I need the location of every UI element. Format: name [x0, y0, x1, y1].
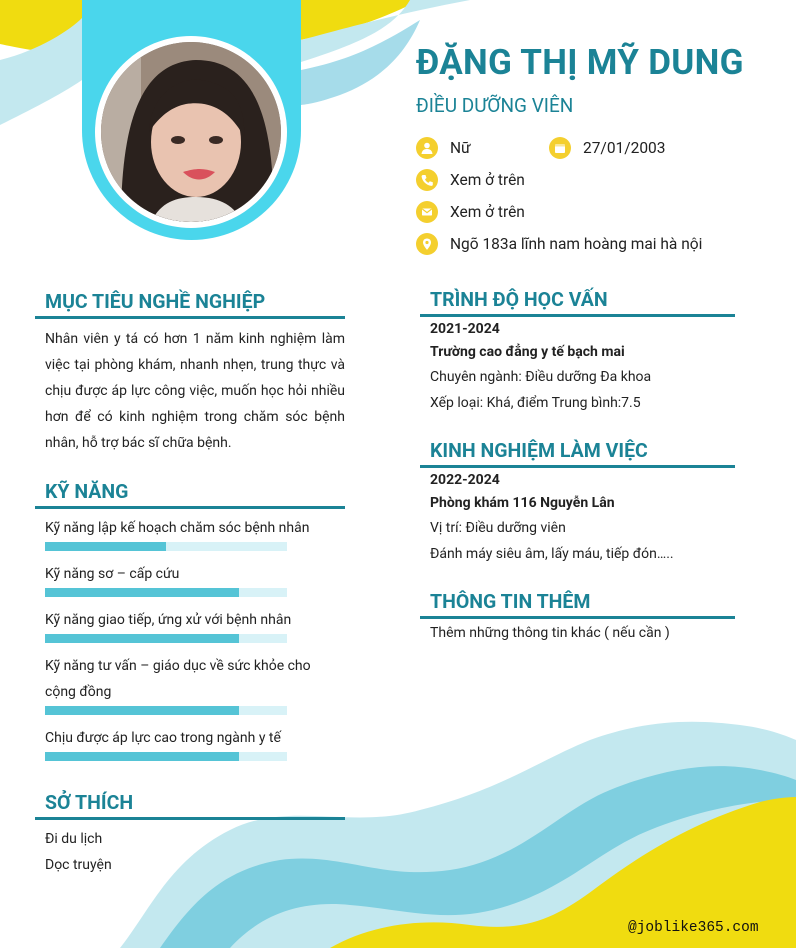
skills-divider [35, 506, 345, 509]
contact-birthday [549, 137, 665, 159]
gender-value: Nữ [450, 139, 471, 157]
phone-value: Xem ở trên [450, 171, 525, 189]
education-major: Chuyên ngành: Điều dưỡng Đa khoa [430, 369, 652, 385]
contact-phone [416, 169, 525, 191]
skill-label: Kỹ năng sơ – cấp cứu [45, 566, 180, 582]
mail-icon [416, 201, 438, 223]
skill-bar [45, 752, 287, 761]
skill-bar-fill [45, 706, 239, 715]
skill-bar [45, 634, 287, 643]
address-value: Ngõ 183a lĩnh nam hoàng mai hà nội [450, 235, 703, 253]
education-period: 2021-2024 [430, 321, 500, 337]
education-grade: Xếp loại: Khá, điểm Trung bình:7.5 [430, 395, 641, 411]
experience-title: KINH NGHIỆM LÀM VIỆC [430, 439, 648, 462]
experience-company: Phòng khám 116 Nguyễn Lân [430, 495, 615, 511]
skill-label: Chịu được áp lực cao trong ngành y tế [45, 730, 281, 746]
extra-title: THÔNG TIN THÊM [430, 590, 591, 613]
education-title: TRÌNH ĐỘ HỌC VẤN [430, 288, 608, 311]
education-divider [420, 314, 735, 317]
education-school: Trường cao đẳng y tế bạch mai [430, 344, 625, 360]
experience-period: 2022-2024 [430, 472, 500, 488]
skill-bar [45, 706, 287, 715]
experience-tasks: Đánh máy siêu âm, lấy máu, tiếp đón….. [430, 546, 674, 562]
experience-divider [420, 465, 735, 468]
skills-title: KỸ NĂNG [45, 480, 129, 503]
hobby-item: Đi du lịch [45, 831, 103, 847]
objective-title: MỤC TIÊU NGHỀ NGHIỆP [45, 290, 266, 313]
skill-bar [45, 588, 287, 597]
skill-label: Kỹ năng tư vấn – giáo dục về sức khỏe cho cộng đồng [45, 658, 311, 700]
contact-address [416, 233, 702, 255]
skill-bar-fill [45, 588, 239, 597]
skill-bar-fill [45, 634, 239, 643]
hobby-item: Dọc truyện [45, 857, 112, 873]
contact-gender [416, 137, 471, 159]
skill-bar-fill [45, 752, 239, 761]
extra-text: Thêm những thông tin khác ( nếu cần ) [430, 625, 670, 641]
skill-bar [45, 542, 287, 551]
calendar-icon [549, 137, 571, 159]
watermark-handle: @joblike365.com [628, 920, 759, 936]
candidate-name: ĐẶNG THỊ MỸ DUNG [416, 42, 744, 83]
location-pin-icon [416, 233, 438, 255]
skill-bar-fill [45, 542, 166, 551]
objective-text: Nhân viên y tá có hơn 1 năm kinh nghiệm làm việc tại phòng khám, nhanh nhẹn, trung thực và chịu được áp lực công việc, muốn học hỏi nhiều hơn để có kinh nghiệm trong chăm sóc bệnh nhân, hỗ trợ bác sĩ chữa bệnh. [45, 331, 345, 451]
birthday-value: 27/01/2003 [583, 139, 666, 157]
hobbies-title: SỞ THÍCH [45, 791, 134, 814]
profile-photo [101, 42, 281, 222]
skill-label: Kỹ năng lập kế hoạch chăm sóc bệnh nhân [45, 520, 310, 536]
extra-divider [420, 616, 735, 619]
phone-icon [416, 169, 438, 191]
skill-label: Kỹ năng giao tiếp, ứng xử với bệnh nhân [45, 612, 292, 628]
email-value: Xem ở trên [450, 203, 525, 221]
experience-position: Vị trí: Điều dưỡng viên [430, 520, 566, 536]
hobbies-divider [35, 817, 345, 820]
user-icon [416, 137, 438, 159]
contact-email [416, 201, 525, 223]
objective-divider [35, 316, 345, 319]
candidate-role: ĐIỀU DƯỠNG VIÊN [416, 94, 574, 117]
